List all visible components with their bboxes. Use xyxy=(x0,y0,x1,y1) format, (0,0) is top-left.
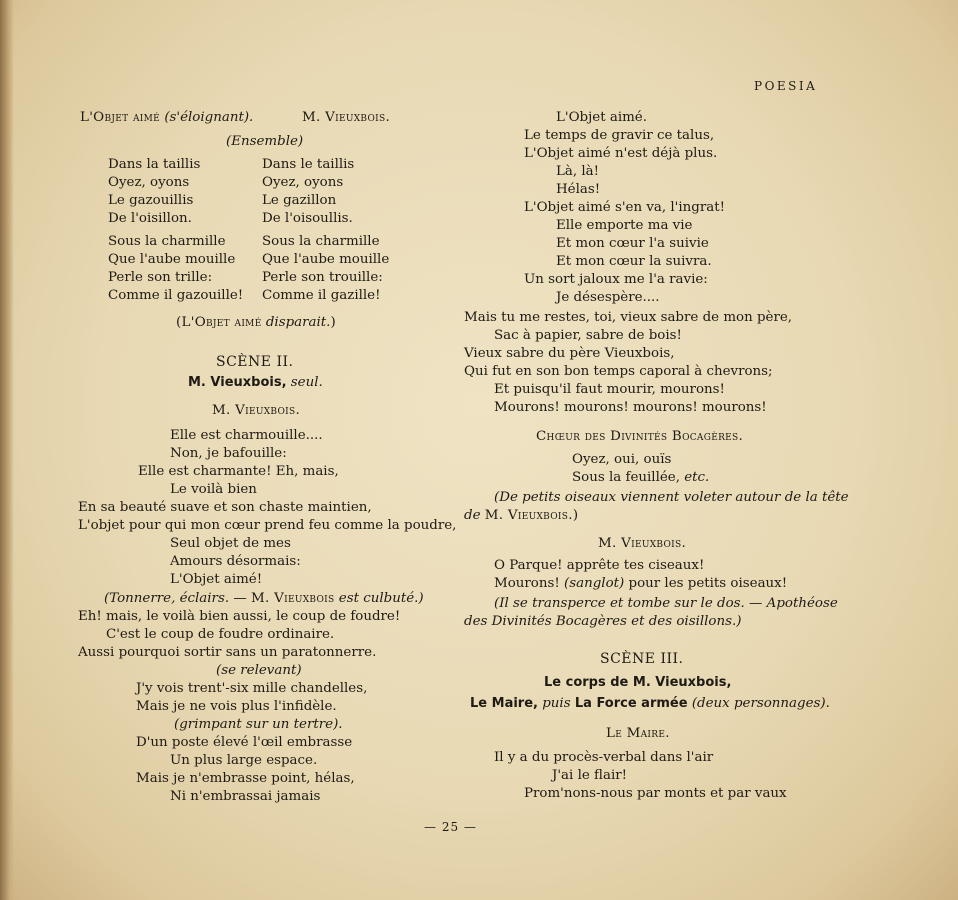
verse-line: Dans la taillis xyxy=(108,157,201,172)
speaker-name: (L'Objet aimé xyxy=(176,315,262,330)
verse-line: Vieux sabre du père Vieuxbois, xyxy=(464,346,675,361)
verse-line: En sa beauté suave et son chaste maintien, xyxy=(78,500,372,515)
verse-line: L'Objet aimé s'en va, l'ingrat! xyxy=(524,200,725,215)
verse-line: Oyez, oui, ouïs xyxy=(572,452,672,467)
verse-line: Seul objet de mes xyxy=(170,536,291,551)
paren: ) xyxy=(330,315,336,330)
verse-line: Le gazouillis xyxy=(108,193,194,208)
verse-line: Je désespère.... xyxy=(556,290,660,305)
verse-line: Et mon cœur l'a suivie xyxy=(556,236,709,251)
verse-line: Comme il gazille! xyxy=(262,288,381,303)
verse-line: Comme il gazouille! xyxy=(108,288,244,303)
scene-cast xyxy=(188,375,323,391)
verse-line: Le voilà bien xyxy=(170,482,257,497)
verse-line: J'ai le flair! xyxy=(552,768,628,783)
verse-line: Perle son trouille: xyxy=(262,270,383,285)
verse-line: Elle est charmante! Eh, mais, xyxy=(138,464,339,479)
stage-direction-petits-oiseaux: (De petits oiseaux viennent voleter autour de la tête xyxy=(494,490,849,505)
verse-line: L'Objet aimé. xyxy=(556,110,647,125)
speaker-name: M. Vieuxbois xyxy=(251,591,335,606)
verse-line: Sous la charmille xyxy=(108,234,226,249)
verse-line: Le gazillon xyxy=(262,193,337,208)
running-header: POESIA xyxy=(754,79,818,93)
verse-line: Un plus large espace. xyxy=(170,753,318,768)
stage-direction: puis xyxy=(542,696,571,711)
verse-line: Un sort jaloux me l'a ravie: xyxy=(524,272,708,287)
speaker-objet-aime xyxy=(80,110,253,126)
page-gutter-shadow xyxy=(0,0,14,900)
cast-name: M. Vieuxbois, xyxy=(188,375,287,390)
verse-line: L'Objet aimé! xyxy=(170,572,263,587)
stage-direction: etc. xyxy=(684,470,710,485)
verse-line: L'Objet aimé n'est déjà plus. xyxy=(524,146,718,161)
verse-line: Que l'aube mouille xyxy=(108,252,236,267)
verse-line: Elle emporte ma vie xyxy=(556,218,693,233)
stage-direction: de xyxy=(464,508,481,523)
verse-line: Aussi pourquoi sortir sans un paratonnerre. xyxy=(78,645,377,660)
paren: ) xyxy=(572,508,579,523)
speaker-choeur: Chœur des Divinités Bocagères. xyxy=(536,429,744,444)
verse-line: Oyez, oyons xyxy=(262,175,344,190)
stage-direction-ensemble: (Ensemble) xyxy=(226,134,304,149)
verse-text: pour les petits oiseaux! xyxy=(628,576,788,591)
scene-cast xyxy=(470,696,830,712)
stage-direction-relevant: (se relevant) xyxy=(216,663,302,678)
verse-line xyxy=(494,576,787,592)
verse-line: O Parque! apprête tes ciseaux! xyxy=(494,558,705,573)
verse-line: Il y a du procès-verbal dans l'air xyxy=(494,750,714,765)
verse-line: Prom'nons-nous par monts et par vaux xyxy=(524,786,787,801)
verse-line: Amours désormais: xyxy=(170,554,301,569)
verse-line xyxy=(572,470,709,486)
verse-line: Et puisqu'il faut mourir, mourons! xyxy=(494,382,725,397)
speaker-maire: Le Maire. xyxy=(606,726,670,741)
stage-direction: (sanglot) xyxy=(564,576,625,591)
verse-line: J'y vois trent'-six mille chandelles, xyxy=(136,681,368,696)
stage-direction: (deux personnages). xyxy=(691,696,830,711)
verse-line: Eh! mais, le voilà bien aussi, le coup de foudre! xyxy=(78,609,401,624)
speaker-vieuxbois: M. Vieuxbois. xyxy=(302,110,391,125)
scene-cast: Le corps de M. Vieuxbois, xyxy=(544,675,732,690)
verse-line: Dans le taillis xyxy=(262,157,355,172)
page-number: — 25 — xyxy=(424,820,477,834)
verse-line: Perle son trille: xyxy=(108,270,213,285)
verse-line: Elle est charmouille.... xyxy=(170,428,323,443)
stage-direction-transperce: (Il se transperce et tombe sur le dos. — Apothéose xyxy=(494,596,838,611)
verse-text: Sous la feuillée, xyxy=(572,470,680,485)
speaker-vieuxbois: M. Vieuxbois. xyxy=(598,536,687,551)
verse-line: De l'oisillon. xyxy=(108,211,192,226)
verse-line: L'objet pour qui mon cœur prend feu comme la poudre, xyxy=(78,518,457,533)
verse-line: Oyez, oyons xyxy=(108,175,190,190)
verse-line: Mais je ne vois plus l'infidèle. xyxy=(136,699,337,714)
stage-direction: (Tonnerre, éclairs. — xyxy=(104,591,247,606)
speaker-name: M. Vieuxbois. xyxy=(484,508,573,523)
stage-direction: seul. xyxy=(290,375,323,390)
verse-line: Et mon cœur la suivra. xyxy=(556,254,712,269)
verse-line: C'est le coup de foudre ordinaire. xyxy=(106,627,335,642)
verse-line: Le temps de gravir ce talus, xyxy=(524,128,715,143)
stage-direction: disparait. xyxy=(265,315,331,330)
stage-direction-disparait xyxy=(176,315,336,331)
verse-line: De l'oisoullis. xyxy=(262,211,353,226)
cast-name: La Force armée xyxy=(574,696,688,711)
stage-direction: est culbuté.) xyxy=(338,591,424,606)
verse-line: Hélas! xyxy=(556,182,601,197)
verse-line: Mourons! mourons! mourons! mourons! xyxy=(494,400,767,415)
scene-title: SCÈNE II. xyxy=(216,354,294,370)
stage-direction-tonnerre xyxy=(104,591,424,607)
verse-line: Qui fut en son bon temps caporal à chevrons; xyxy=(464,364,773,379)
speaker-name: L'Objet aimé xyxy=(80,110,161,125)
verse-text: Mourons! xyxy=(494,576,560,591)
stage-direction: (s'éloignant). xyxy=(164,110,254,125)
scene-title: SCÈNE III. xyxy=(600,651,684,667)
verse-line: Sous la charmille xyxy=(262,234,380,249)
verse-line: D'un poste élevé l'œil embrasse xyxy=(136,735,353,750)
verse-line: Mais je n'embrasse point, hélas, xyxy=(136,771,355,786)
stage-direction-petits-oiseaux-cont xyxy=(464,508,578,524)
verse-line: Que l'aube mouille xyxy=(262,252,390,267)
stage-direction-transperce: des Divinités Bocagères et des oisillons.) xyxy=(464,614,742,629)
verse-line: Là, là! xyxy=(556,164,600,179)
verse-line: Ni n'embrassai jamais xyxy=(170,789,321,804)
speaker-vieuxbois: M. Vieuxbois. xyxy=(212,403,301,418)
verse-line: Non, je bafouille: xyxy=(170,446,287,461)
verse-line: Sac à papier, sabre de bois! xyxy=(494,328,682,343)
verse-line: Mais tu me restes, toi, vieux sabre de mon père, xyxy=(464,310,793,325)
cast-name: Le Maire, xyxy=(470,696,538,711)
stage-direction-grimpant: (grimpant sur un tertre). xyxy=(174,717,343,732)
